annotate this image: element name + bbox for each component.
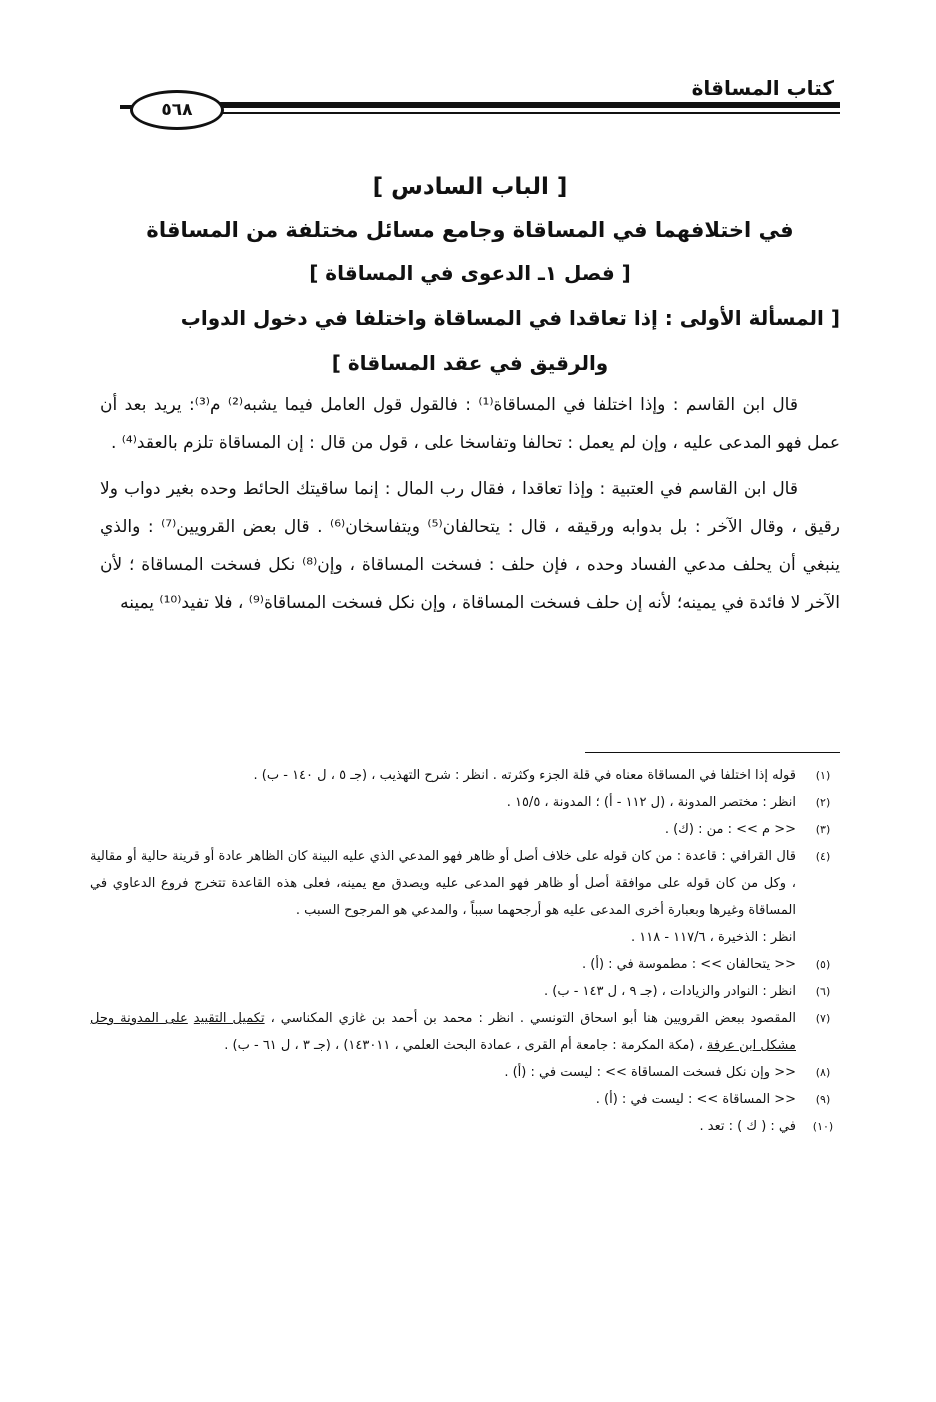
footnote-text: << وإن نكل فسخت المساقاة >> : ليست في : (أ) .	[504, 1065, 796, 1080]
footnote	[90, 1005, 840, 1059]
paragraph-2: قال ابن القاسم في العتبية : وإذا تعاقدا ، فقال رب المال : إنما ساقيتك الحائط وحده بغير دواب ولا رقيق ، وقال الآخر : بل بدوابه ورقيقه ، قال : يتحالفان⁽⁵⁾ ويتفاسخان⁽⁶⁾ . قال بعض القرويين⁽⁷⁾ : والذي ينبغي أن يحلف مدعي الفساد وحده ، فإن حلف : فسخت المساقاة ، وإن⁽⁸⁾ نكل فسخت المساقاة ؛ لأن الآخر لا فائدة في يمينه؛ لأنه إن حلف فسخت المساقاة ، وإن نكل فسخت المساقاة⁽⁹⁾ ، فلا تفيد⁽¹⁰⁾ يمينه	[100, 479, 840, 613]
footnote-number: (٨)	[815, 1066, 831, 1079]
footnote-separator	[585, 752, 840, 753]
footnote-text: قال القرافي : قاعدة : من كان قوله على خلاف أصل أو ظاهر فهو المدعي الذي عليه البينة كان الظاهر عادة أو قرينة حالية أو مقالية ، وكل من كان قوله على موافقة أصل أو ظاهر فهو المدعى عليه ويصدق مع يمينه، فعلى هذه القاعدة تتخرج فروع الدعاوي في المساقاة وغيرها وبعبارة أخرى المدعى عليه هو أرجحهما سبباً ، والمدعي هو المرجوح السبب .	[90, 849, 796, 918]
footnote	[90, 816, 840, 843]
footnote-book-title-cont: على المدونة وحل مشكل ابن عرفة	[90, 1011, 796, 1053]
footnote-number: (١)	[815, 769, 831, 782]
body-text	[100, 386, 840, 630]
paragraph-1: قال ابن القاسم : وإذا اختلفا في المساقاة⁽¹⁾ : فالقول قول العامل فيما يشبه⁽²⁾ م⁽³⁾: يريد بعد أن عمل فهو المدعى عليه ، وإن لم يعمل : تحالفا وتفاسخا على ، قول من قال : إن المساقاة تلزم بالعقد⁽⁴⁾ .	[100, 395, 840, 453]
footnote-number: (٢)	[815, 796, 831, 809]
header-rule-thin	[212, 112, 840, 114]
footnote	[90, 978, 840, 1005]
footnote-text: في : ( ك ) : تعد .	[699, 1119, 796, 1134]
footnote	[90, 789, 840, 816]
footnote-number: (٧)	[815, 1012, 831, 1025]
footnote-text: انظر : مختصر المدونة ، (ل ١١٢ - أ) ؛ المدونة ، ١٥/٥ .	[506, 795, 796, 810]
footnote-number: (٦)	[815, 985, 831, 998]
footnote-text-cont: ، (مكة المكرمة : جامعة أم القرى ، عمادة البحث العلمي ، ١٤٣٠١١) ، (جـ ٣ ، ل ٦١ - ب) .	[224, 1038, 707, 1053]
chapter-title: [ الباب السادس ]	[372, 174, 568, 200]
book-title: كتاب المساقاة	[691, 76, 834, 100]
footnote-text: << م >> : من : (ك) .	[664, 822, 796, 837]
footnote	[90, 1113, 840, 1140]
headings	[100, 165, 840, 385]
footnote-reference: انظر : الذخيرة ، ١١٧/٦ - ١١٨ .	[630, 930, 796, 945]
page-number: ٥٦٨	[130, 90, 224, 130]
footnote-number: (٥)	[815, 958, 831, 971]
footnote-number: (١٠)	[812, 1120, 834, 1133]
footnote	[90, 1059, 840, 1086]
footnote-text: << يتحالفان >> : مطموسة في : (أ) .	[582, 957, 796, 972]
page-header	[120, 72, 840, 132]
section-title: [ فصل ١ـ الدعوى في المساقاة ]	[309, 261, 631, 285]
footnote-number: (٩)	[815, 1093, 831, 1106]
footnote-text: المقصود ببعض القرويين هنا أبو اسحاق التونسي . انظر : محمد بن أحمد بن غازي المكناسي ،	[264, 1011, 796, 1026]
footnote	[90, 951, 840, 978]
footnote	[90, 1086, 840, 1113]
footnotes	[90, 762, 840, 1140]
footnote-text: قوله إذا اختلفا في المساقاة معناه في قلة الجزء وكثرته . انظر : شرح التهذيب ، (جـ ٥ ، ل ١٤٠ - ب) .	[253, 768, 796, 783]
issue-title-line1: [ المسألة الأولى : إذا تعاقدا في المساقاة واختلفا في دخول الدواب	[180, 306, 840, 330]
footnote-number: (٣)	[815, 823, 831, 836]
footnote-text: انظر : النوادر والزيادات ، (جـ ٩ ، ل ١٤٣ - ب) .	[543, 984, 796, 999]
footnote	[90, 762, 840, 789]
header-rule	[212, 102, 840, 108]
footnote-book-title: تكميل التقييد	[193, 1011, 265, 1026]
chapter-subtitle: في اختلافهما في المساقاة وجامع مسائل مختلفة من المساقاة	[146, 218, 794, 242]
footnote-text: << المساقاة >> : ليست في : (أ) .	[595, 1092, 796, 1107]
footnote-number: (٤)	[815, 850, 831, 863]
issue-title-line2: والرقيق في عقد المساقاة ]	[331, 351, 609, 375]
footnote	[90, 843, 840, 951]
